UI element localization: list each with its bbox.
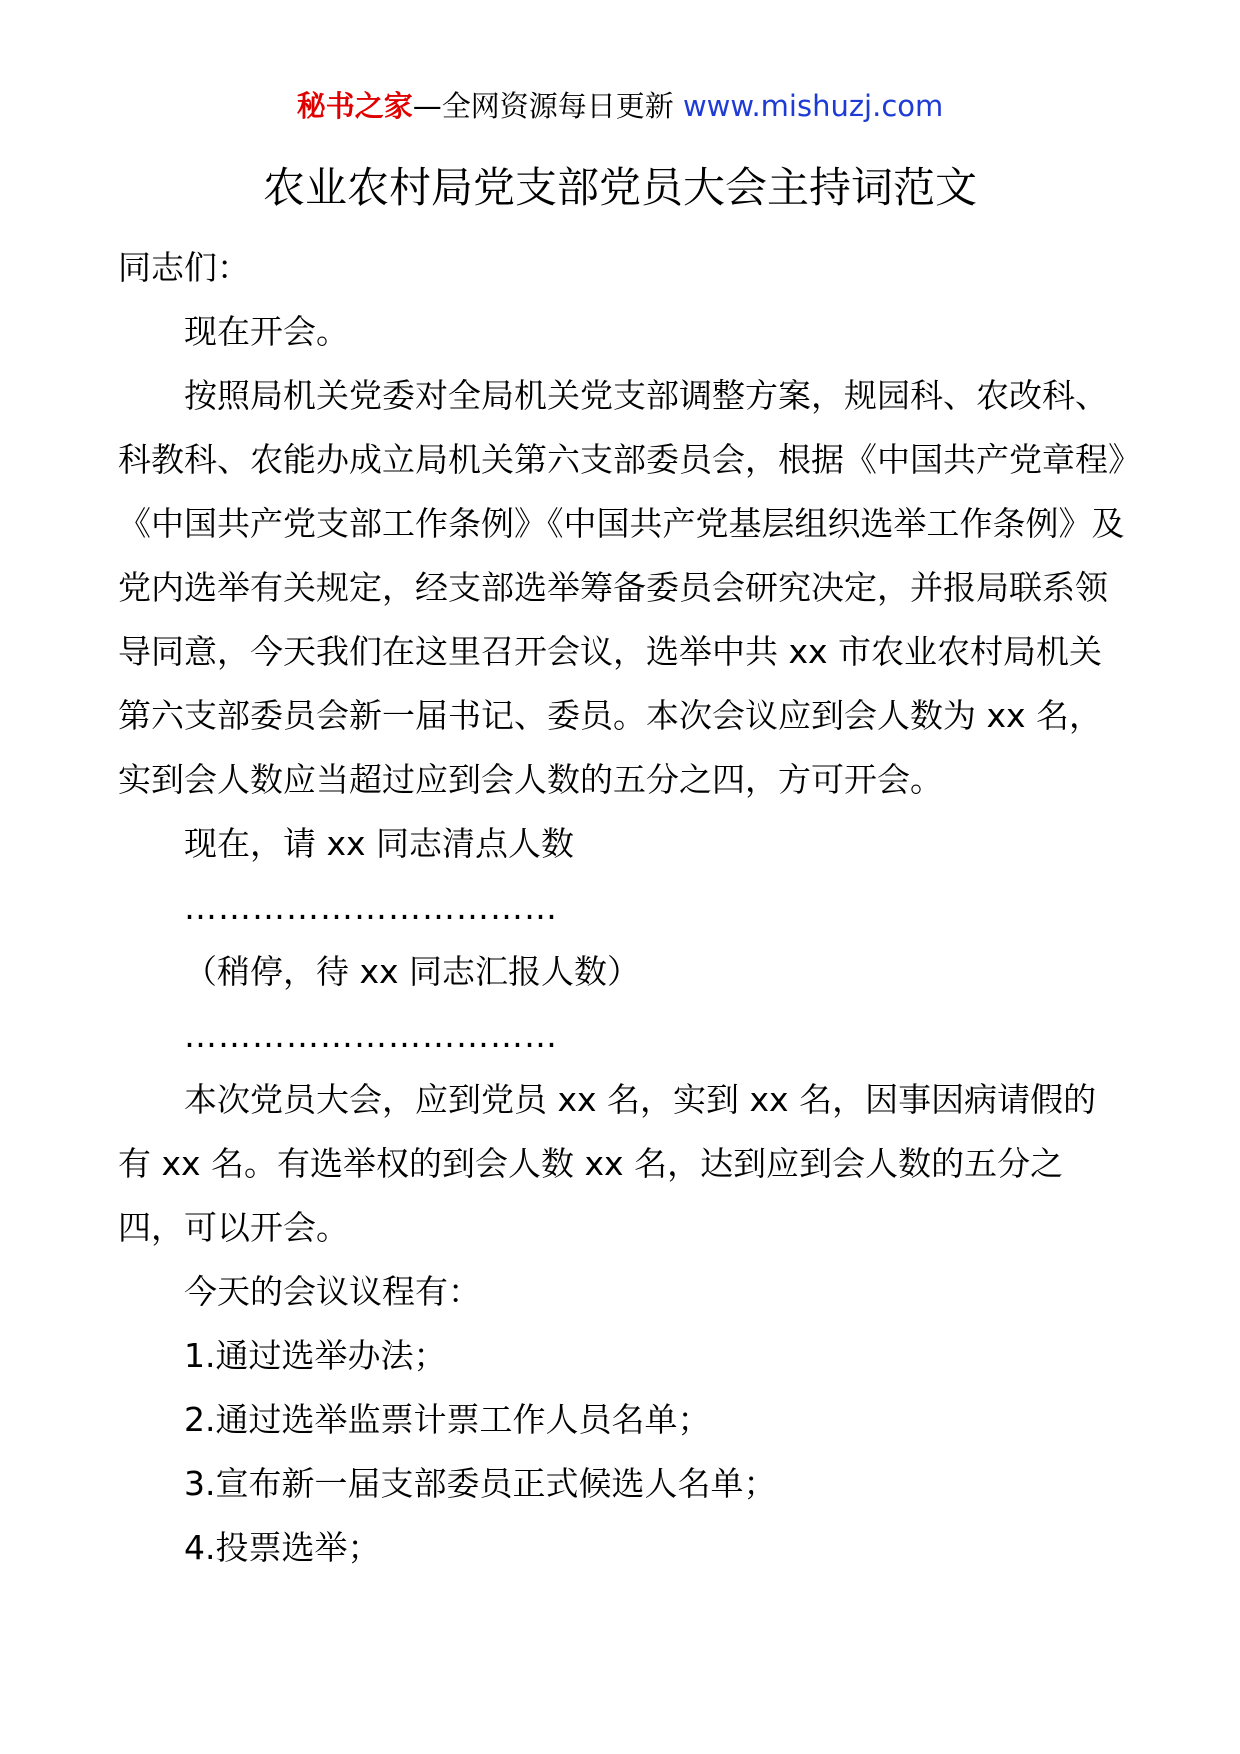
brand-name: 秘书之家 <box>296 89 413 123</box>
agenda-item: 1.通过选举办法； <box>184 1336 447 1375</box>
document-title: 农业农村局党支部党员大会主持词范文 <box>262 163 977 212</box>
document-body <box>118 236 1128 1580</box>
paragraph-count-request: 现在，请 xx 同志清点人数 <box>184 824 575 863</box>
salutation: 同志们： <box>118 248 250 287</box>
ellipsis-divider: …………………………… <box>184 888 558 927</box>
paragraph-pause-note: （稍停，待 xx 同志汇报人数） <box>184 952 641 991</box>
paragraph-open-meeting: 现在开会。 <box>184 312 349 351</box>
site-url-link[interactable]: www.mishuzj.com <box>682 89 944 123</box>
agenda-item: 4.投票选举； <box>184 1528 381 1567</box>
agenda-item: 3.宣布新一届支部委员正式候选人名单； <box>184 1464 777 1503</box>
paragraph-agenda-intro: 今天的会议议程有： <box>184 1272 481 1311</box>
agenda-item: 2.通过选举监票计票工作人员名单； <box>184 1400 711 1439</box>
paragraph-background: 按照局机关党委对全局机关党支部调整方案，规园科、农改科、科教科、农能办成立局机关第六支部委员会，根据《中国共产党章程》《中国共产党支部工作条例》《中国共产党基层组织选举工作条例》及党内选举有关规定，经支部选举筹备委员会研究决定，并报局联系领导同意，今天我们在这里召开会议，选举中共 xx 市农业农村局机关第六支部委员会新一届书记、委员。本次会议应到会人数为 xx 名，实到会人数应当超过应到会人数的五分之四，方可开会。 <box>118 376 1125 799</box>
paragraph-attendance: 本次党员大会，应到党员 xx 名，实到 xx 名，因事因病请假的有 xx 名。有选举权的到会人数 xx 名，达到应到会人数的五分之四，可以开会。 <box>118 1080 1097 1247</box>
banner-tagline: —全网资源每日更新 <box>412 89 683 123</box>
site-banner <box>0 86 1240 126</box>
ellipsis-divider: …………………………… <box>184 1016 558 1055</box>
